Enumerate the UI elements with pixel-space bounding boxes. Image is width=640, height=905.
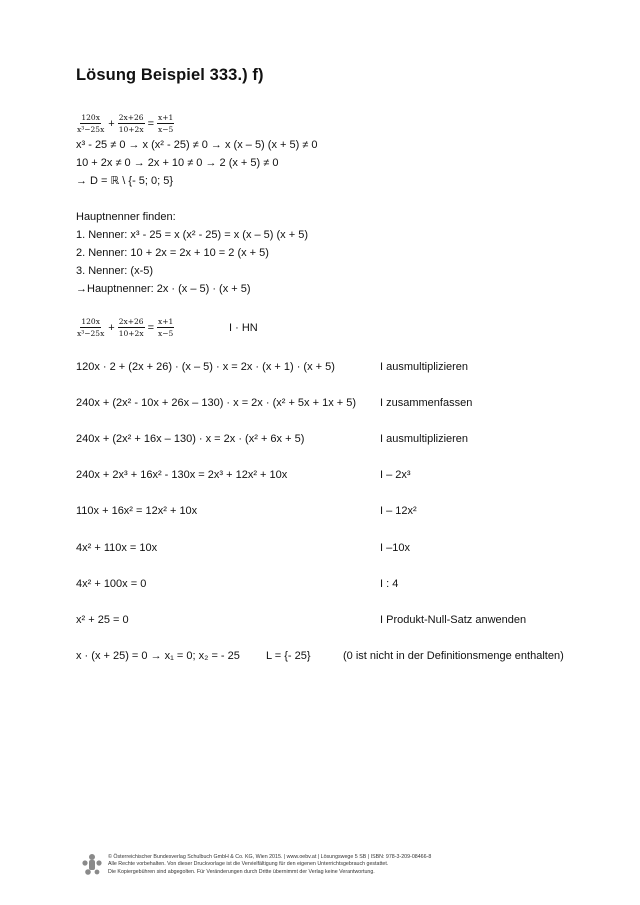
step-expression: 240x + (2x² + 16x – 130) · x = 2x · (x² + 6x + 5) (76, 433, 305, 445)
step-note: I zusammenfassen (380, 397, 473, 409)
fraction-denominator: 10+2x (118, 329, 144, 338)
fraction-numerator: 120x (81, 317, 100, 326)
step-expression: 120x · 2 + (2x + 26) · (x – 5) · x = 2x · (x + 1) · (x + 5) (76, 361, 335, 373)
step-note: I : 4 (380, 578, 399, 590)
fraction-numerator: x+1 (158, 113, 174, 122)
fraction-denominator: x³−25x (77, 125, 105, 134)
step-expression: 240x + (2x² - 10x + 26x – 130) · x = 2x · (x² + 5x + 1x + 5) (76, 397, 357, 409)
step-expression: 4x² + 110x = 10x (76, 542, 158, 554)
denominator-line: 2. Nenner: 10 + 2x = 2x + 10 = 2 (x + 5) (76, 247, 269, 259)
page-title: Lösung Beispiel 333.) f) (76, 66, 264, 84)
fraction-denominator: x−5 (158, 125, 174, 134)
solution-remark: (0 ist nicht in der Definitionsmenge enthalten) (343, 650, 564, 662)
copyright-footer (108, 854, 431, 876)
equals-sign: = (147, 117, 155, 130)
footer-line: © Österreichischer Bundesverlag Schulbuch GmbH & Co. KG, Wien 2015. | www.oebv.at | Lösungswege 5 SB | ISBN: 978-3-209-08466-8 (108, 854, 432, 860)
denominator-line: 3. Nenner: (x-5) (76, 265, 154, 277)
step-expression: 4x² + 100x = 0 (76, 578, 147, 590)
hauptnenner-heading: Hauptnenner finden: (76, 211, 176, 223)
fraction-numerator: 2x+26 (118, 317, 144, 326)
step-expression: 240x + 2x³ + 16x² - 130x = 2x³ + 12x² + 10x (76, 469, 288, 481)
step-note: I ausmultiplizieren (380, 361, 469, 373)
equation-fractions (76, 113, 174, 134)
fraction-2 (118, 317, 145, 338)
fraction-denominator: x−5 (158, 329, 174, 338)
solution-set: L = {- 25} (266, 650, 311, 662)
denominator-line: 1. Nenner: x³ - 25 = x (x² - 25) = x (x – 5) (x + 5) (76, 229, 308, 241)
step-note: I – 12x² (380, 505, 417, 517)
step-note: I ausmultiplizieren (380, 433, 469, 445)
fraction-denominator: x³−25x (77, 329, 105, 338)
final-solution: x · (x + 25) = 0 → x₁ = 0; x₂ = - 25 (76, 650, 240, 662)
publisher-logo-icon (81, 853, 103, 877)
step-note: I –10x (380, 542, 410, 554)
fraction-numerator: 2x+26 (118, 113, 144, 122)
fraction-1 (76, 113, 105, 134)
hn-operation: I · HN (229, 322, 258, 334)
domain-line: 10 + 2x ≠ 0 → 2x + 10 ≠ 0 → 2 (x + 5) ≠ 0 (76, 157, 279, 169)
step-expression: x² + 25 = 0 (76, 614, 129, 626)
fraction-2 (118, 113, 145, 134)
footer-line: Die Kopiergebühren sind abgegolten. Für Veränderungen durch Dritte übernimmt der Verlag keine Verantwortung. (108, 868, 375, 875)
step-expression: 110x + 16x² = 12x² + 10x (76, 505, 198, 517)
domain-result: → D = ℝ \ {- 5; 0; 5} (76, 175, 174, 187)
fraction-3 (157, 317, 174, 338)
step-note: I Produkt-Null-Satz anwenden (380, 614, 527, 626)
equals-sign: = (147, 321, 155, 334)
fraction-numerator: 120x (81, 113, 100, 122)
fraction-3 (157, 113, 174, 134)
plus-sign: + (108, 321, 115, 334)
plus-sign: + (108, 117, 115, 130)
fraction-denominator: 10+2x (118, 125, 144, 134)
fraction-1 (76, 317, 105, 338)
domain-line: x³ - 25 ≠ 0 → x (x² - 25) ≠ 0 → x (x – 5) (x + 5) ≠ 0 (76, 139, 318, 151)
hauptnenner-result: →Hauptnenner: 2x · (x – 5) · (x + 5) (76, 283, 251, 295)
footer-line: Alle Rechte vorbehalten. Von dieser Druckvorlage ist die Vervielfältigung für den eigenen Unterrichtsgebrauch gestattet. (108, 861, 389, 868)
equation-fractions-repeat (76, 317, 174, 338)
step-note: I – 2x³ (380, 469, 411, 481)
fraction-numerator: x+1 (158, 317, 174, 326)
